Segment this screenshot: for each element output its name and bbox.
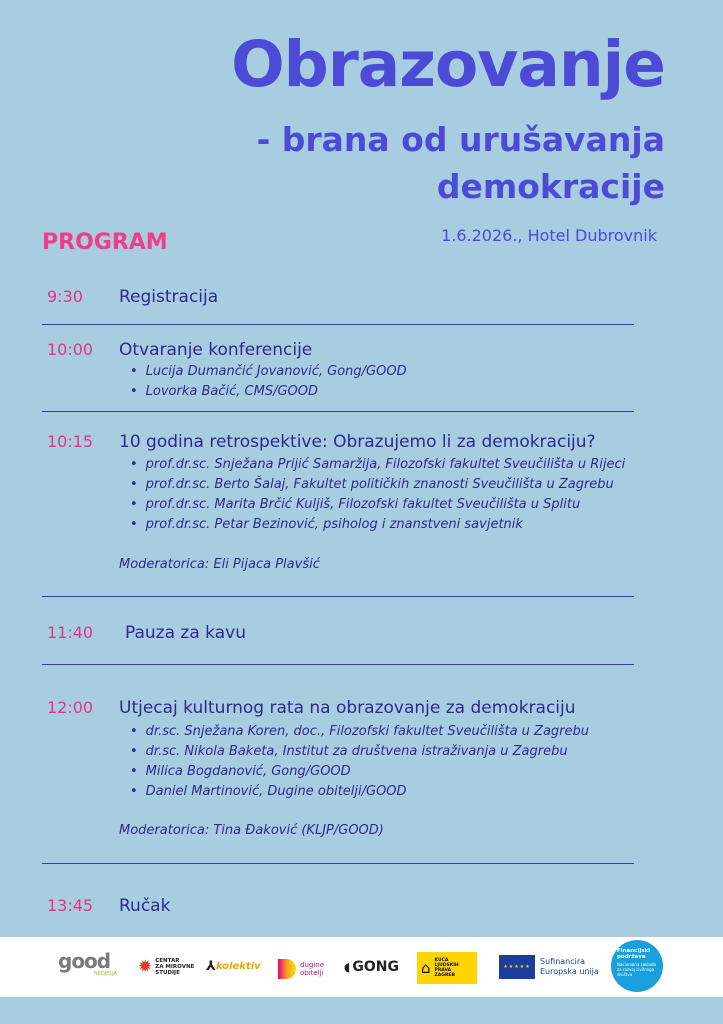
speaker-list <box>130 455 625 535</box>
dugine-obitelji-logo <box>278 959 324 979</box>
good-logo-sub: NEDJELJA <box>94 971 117 977</box>
kuca-ljudskih-prava-logo <box>417 952 477 984</box>
cms-line-2: ZA MIROVNE <box>155 964 195 970</box>
cms-line-3: STUDIJE <box>155 970 180 976</box>
kuca-line-1: KUĆA <box>434 958 449 963</box>
program-heading: PROGRAM <box>42 230 168 255</box>
speaker-item: • dr.sc. Nikola Baketa, Institut za društvena istraživanja u Zagrebu <box>130 742 589 762</box>
fin-line-3: Nacionalna zaklada za razvoj civilnoga društva <box>617 962 656 977</box>
item-time: 11:40 <box>47 623 94 642</box>
subtitle-line-2: demokracije <box>436 167 665 206</box>
moderator-text: Moderatorica: Tina Đaković (KLJP/GOOD) <box>119 823 384 838</box>
speaker-list <box>130 362 407 402</box>
speaker-icon: ◖ <box>344 960 351 974</box>
item-title: Utjecaj kulturnog rata na obrazovanje za demokraciju <box>119 698 576 718</box>
kolektiv-mark-icon: ⅄ <box>206 959 216 974</box>
event-date-place: 1.6.2026., Hotel Dubrovnik <box>441 226 657 245</box>
kuca-line-2: LJUDSKIH <box>434 963 459 968</box>
nzrcd-circle <box>611 940 663 992</box>
kolektiv-text: kolektiv <box>215 961 261 972</box>
item-time: 12:00 <box>47 698 94 717</box>
divider <box>42 596 634 597</box>
sun-icon: ✹ <box>138 957 153 977</box>
speaker-item: • prof.dr.sc. Berto Šalaj, Fakultet političkih znanosti Sveučilišta u Zagrebu <box>130 475 625 495</box>
good-logo-text: good <box>58 949 111 973</box>
item-title: Ručak <box>119 896 171 916</box>
divider <box>42 863 634 864</box>
speaker-item: • prof.dr.sc. Marita Brčić Kuljiš, Filozofski fakultet Sveučilišta u Splitu <box>130 495 625 515</box>
speaker-item: • prof.dr.sc. Snježana Prijić Samaržija, Filozofski fakultet Sveučilišta u Rijeci <box>130 455 625 475</box>
cms-line-1: CENTAR <box>155 958 180 964</box>
speaker-item: • Lucija Dumančić Jovanović, Gong/GOOD <box>130 362 407 382</box>
item-time: 10:15 <box>47 432 94 451</box>
page-title: Obrazovanje <box>231 28 665 101</box>
fin-line-2: podržava <box>617 954 646 960</box>
item-title: Otvaranje konferencije <box>119 340 313 360</box>
divider <box>42 664 634 665</box>
gong-text: GONG <box>352 959 399 975</box>
kolektiv-logo <box>206 959 261 974</box>
eu-flag-icon: ★★★★★ <box>499 955 535 979</box>
dugine-line-1: dugine <box>300 961 325 969</box>
item-time: 9:30 <box>47 287 83 306</box>
eu-line-2: Europska unija <box>540 967 599 976</box>
dugine-line-2: obitelji <box>300 969 324 977</box>
page-subtitle <box>257 116 665 210</box>
eu-logo <box>499 955 599 979</box>
item-title: Pauza za kavu <box>125 623 246 643</box>
speaker-item: • Daniel Martinović, Dugine obitelji/GOOD <box>130 782 589 802</box>
item-time: 10:00 <box>47 340 94 359</box>
item-title: Registracija <box>119 287 219 307</box>
speaker-item: • prof.dr.sc. Petar Bezinović, psiholog i znanstveni savjetnik <box>130 515 625 535</box>
fin-line-1: Financijski <box>617 948 651 954</box>
divider <box>42 411 634 412</box>
eu-line-1: Sufinancira <box>540 957 586 966</box>
speaker-item: • Milica Bogdanović, Gong/GOOD <box>130 762 589 782</box>
subtitle-line-1: - brana od urušavanja <box>256 120 665 159</box>
house-icon: ⌂ <box>421 959 431 977</box>
partner-logo-bar <box>0 937 723 997</box>
item-title: 10 godina retrospektive: Obrazujemo li za demokraciju? <box>119 432 596 452</box>
gong-logo <box>344 959 399 975</box>
moderator-text: Moderatorica: Eli Pijaca Plavšić <box>119 557 320 572</box>
item-time: 13:45 <box>47 896 94 915</box>
rainbow-d-icon <box>278 959 296 979</box>
kuca-line-3: PRAVA <box>434 968 452 973</box>
good-logo <box>58 951 117 977</box>
kuca-line-4: ZAGREB <box>434 973 455 978</box>
speaker-item: • Lovorka Bačić, CMS/GOOD <box>130 382 407 402</box>
divider <box>42 324 634 325</box>
cms-logo <box>138 957 194 977</box>
speaker-list <box>130 722 589 802</box>
nzrcd-logo <box>611 940 663 992</box>
speaker-item: • dr.sc. Snježana Koren, doc., Filozofski fakultet Sveučilišta u Zagrebu <box>130 722 589 742</box>
